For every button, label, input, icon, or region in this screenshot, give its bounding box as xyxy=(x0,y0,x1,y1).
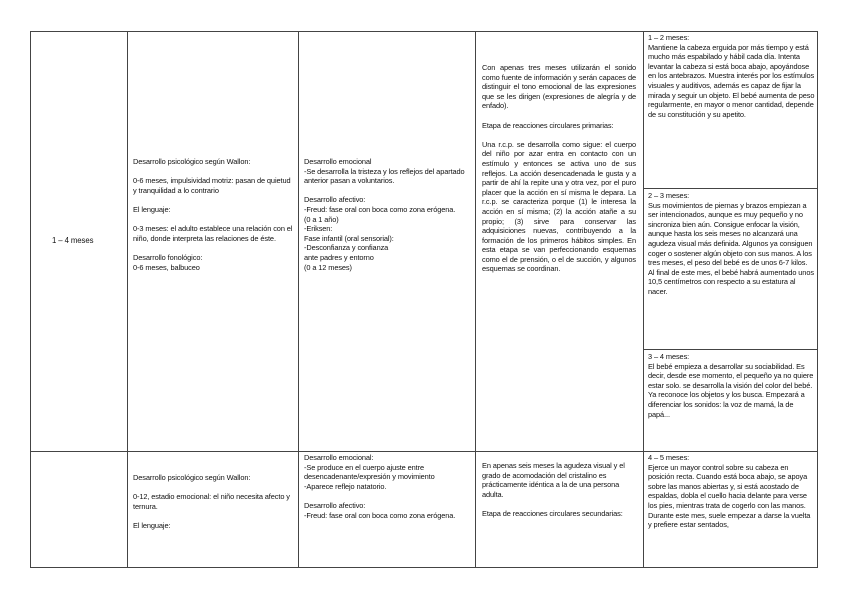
row-divider xyxy=(30,451,818,452)
column-divider xyxy=(643,31,644,568)
milestone-divider xyxy=(643,188,818,189)
phonology-text: Desarrollo fonológico: 0-6 meses, balbuceo xyxy=(133,252,203,272)
sensory-text: Con apenas tres meses utilizarán el sonido como fuente de información y serán capaces de distinguir el tono emocional de las expresiones que se les dirigen (expresiones de alegría y de enfado). xyxy=(482,63,636,111)
table-left-border xyxy=(30,31,31,568)
affective-text: Desarrollo afectivo: -Freud: fase oral con boca como zona erógena. (0 a 1 año) -Eriksen: Fase infantil (oral sensorial): -Desconfianza y confianza ante padres y entorno (0 a 12 meses) xyxy=(304,195,456,272)
wallon-cell xyxy=(133,473,293,531)
column-divider xyxy=(298,31,299,568)
milestone-3-4: 3 – 4 meses: El bebé empieza a desarrollar su sociabilidad. Es decir, desde ese momento, el pequeño ya no quiere estar solo. se desarrolla la visión del color del bebé. Ya reconoce los objetos y los busca. Empezará a diferenciar los sonidos: la voz de mamá, la de papá... xyxy=(648,352,814,419)
language-text: 0-3 meses: el adulto establece una relación con el niño, donde interpreta las relaciones de éste. xyxy=(133,224,293,243)
column-divider xyxy=(475,31,476,568)
stage-heading: Etapa de reacciones circulares primarias: xyxy=(482,120,614,130)
piaget-cell xyxy=(482,63,636,274)
milestone-4-5: 4 – 5 meses: Ejerce un mayor control sobre su cabeza en posición recta. Cuando está boca abajo, se apoya sobre las manos abiertas y, si está acostado de espaldas, dobla el cuello hacia delante para verse los pies, mientras trata de cogerlo con las manos. Durante este mes, suele empezar a darse la vuelta y prefiere estar sentados, xyxy=(648,453,811,530)
wallon-heading: Desarrollo psicológico según Wallon: xyxy=(133,157,251,166)
piaget-cell xyxy=(482,461,638,519)
affective-text: Desarrollo afectivo: -Freud: fase oral con boca como zona erógena. xyxy=(304,500,456,520)
table-right-border xyxy=(817,31,818,568)
language-heading: El lenguaje: xyxy=(133,204,171,214)
wallon-heading: Desarrollo psicológico según Wallon: xyxy=(133,473,251,482)
column-divider xyxy=(127,31,128,568)
wallon-stage: 0-6 meses, impulsividad motriz: pasan de quietud y tranquilidad a lo contrario xyxy=(133,176,291,195)
table-top-border xyxy=(30,31,818,32)
milestone-2-3: 2 – 3 meses: Sus movimientos de piernas y brazos empiezan a ser intencionados, aunque es muy pequeño y no sincroniza bien aún. Consigue enfocar la visión, aunque hasta los seis meses no alcanzará una agudeza visual más definida. Algunos ya consiguen coger o sostener algún objeto con sus manos. A los tres meses, el peso del bebé es de unos 6-7 kilos. Al final de este mes, el bebé habrá aumentado unos 10,5 centímetros con respecto a su estatura al nacer. xyxy=(648,191,814,296)
language-heading: El lenguaje: xyxy=(133,520,171,530)
milestone-1-2: 1 – 2 meses: Mantiene la cabeza erguida por más tiempo y está mucho más espabilado y hábil cada día. Intenta levantar la cabeza si está boca abajo, apoyándose en los antebrazos. Muestra interés por los estímulos visuales y auditivos, además es capaz de fijar la mirada y seguir un objeto. El bebé aumenta de peso regularmente, en mayor o menor cantidad, depende de su constitución y su apetito. xyxy=(648,33,815,119)
emotional-cell xyxy=(304,157,469,272)
age-cell: 1 – 4 meses xyxy=(52,236,94,245)
emotional-text: Desarrollo emocional: -Se produce en el cuerpo ajuste entre desencadenante/expresión y movimiento -Aparece reflejo natatorio. xyxy=(304,453,435,491)
milestone-divider xyxy=(643,349,818,350)
wallon-stage: 0-12, estadio emocional: el niño necesita afecto y ternura. xyxy=(133,492,290,511)
visual-text: En apenas seis meses la agudeza visual y el grado de acomodación del cristalino es prácticamente idéntica a la de una persona adulta. xyxy=(482,461,625,499)
stage-text: Una r.c.p. se desarrolla como sigue: el cuerpo del niño por azar entra en contacto con un estímulo y entonces se activa uno de sus reflejos. La acción desencadenada le gusta y a partir de ahí la repite una y otra vez, por el puro placer que la acción en sí misma le depara. La r.c.p. se caracteriza porque (1) le interesa la acción en sí misma; (2) la acción atañe a su propio; (3) sirve para conservar las adquisiciones nuevas, contribuyendo a la formación de los primeros hábitos simples. En esta etapa se van perfeccionando esquemas como el de prensión, o el de succión, y algunos esquemas se coordinan. xyxy=(482,139,636,274)
emotional-cell xyxy=(304,453,469,520)
stage-heading: Etapa de reacciones circulares secundarias: xyxy=(482,508,623,518)
table-bottom-border xyxy=(30,567,818,568)
emotional-text: Desarrollo emocional -Se desarrolla la tristeza y los reflejos del apartado anterior pasan a voluntarios. xyxy=(304,157,465,186)
wallon-cell xyxy=(133,157,293,272)
